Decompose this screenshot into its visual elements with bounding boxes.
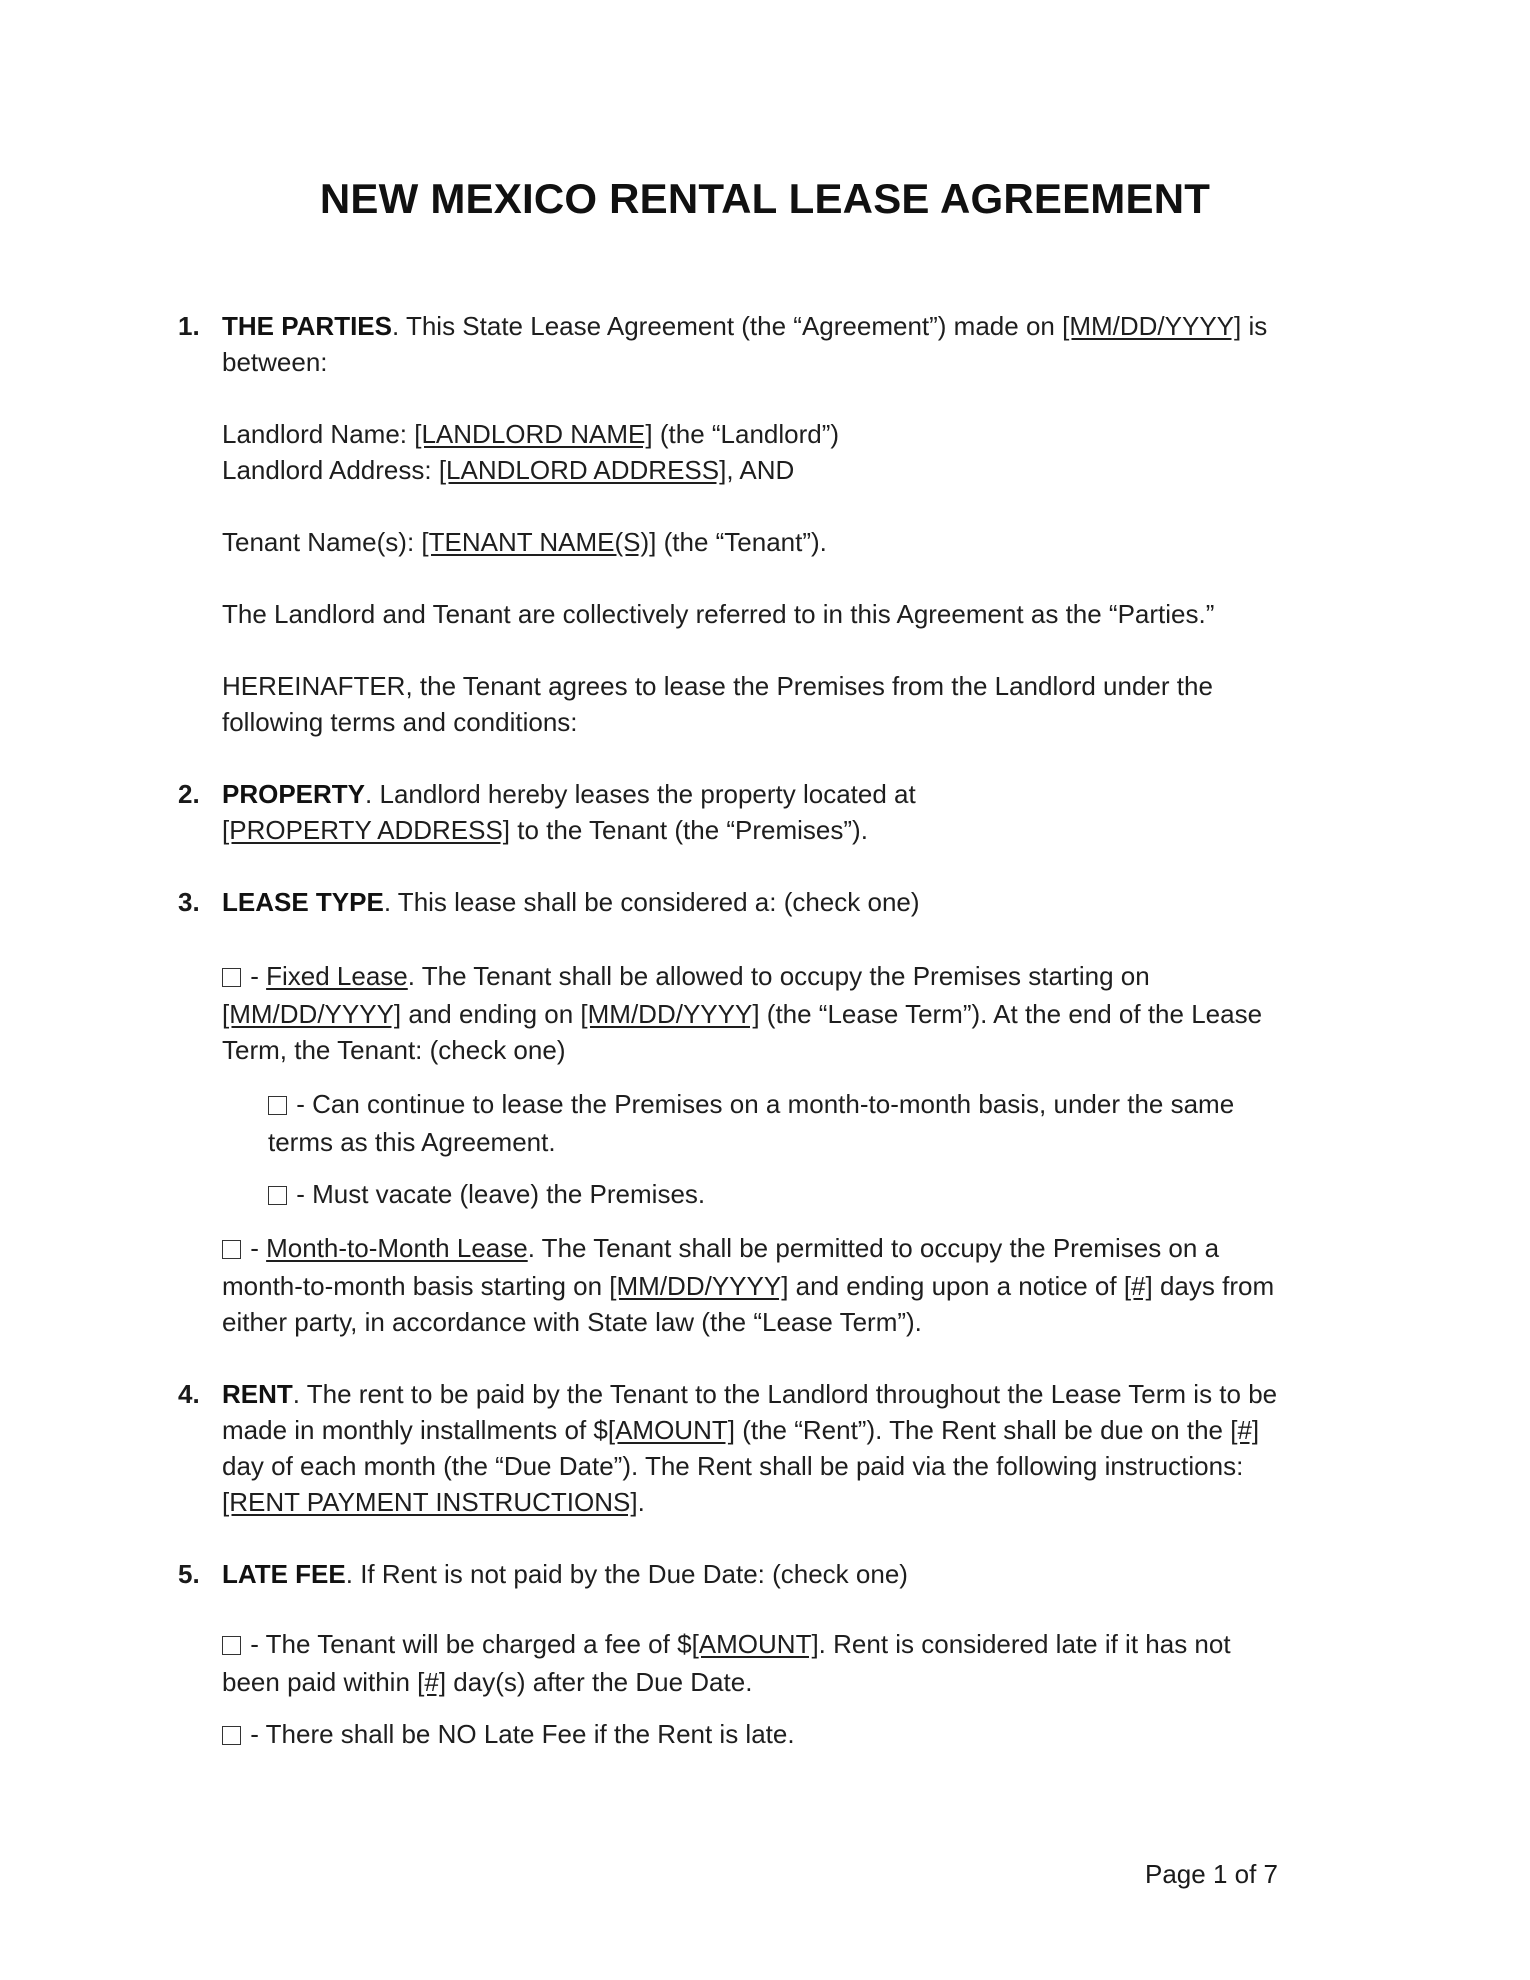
no-late-fee-line (222, 1716, 795, 1752)
fixed-lease-line-1 (222, 958, 1150, 994)
fixed-lease-line-2 (222, 996, 1262, 1032)
late-fee-option-text-3: been paid within (222, 1667, 418, 1697)
fixed-lease-start-date-field[interactable]: [MM/DD/YYYY] (222, 999, 402, 1029)
landlord-name-suffix: (the “Landlord”) (652, 419, 840, 449)
fixed-lease-text-2: and ending on (401, 999, 581, 1029)
mtm-lease-label: Month-to-Month Lease (266, 1233, 528, 1263)
mtm-text-3: and ending upon a notice of (788, 1271, 1124, 1301)
property-text: . Landlord hereby leases the property located at (365, 779, 916, 809)
mtm-text-4: days from (1152, 1271, 1275, 1301)
rent-line-2 (222, 1412, 1259, 1448)
mtm-lease-line-1 (222, 1230, 1219, 1266)
rent-line-1 (222, 1376, 1277, 1412)
late-fee-heading: LATE FEE (222, 1559, 346, 1589)
landlord-name-field[interactable]: [LANDLORD NAME] (414, 419, 653, 449)
rent-payment-instructions-field[interactable]: [RENT PAYMENT INSTRUCTIONS] (222, 1487, 638, 1517)
parties-text-end: is (1241, 311, 1268, 341)
tenant-name-field[interactable]: [TENANT NAME(S)] (421, 527, 657, 557)
mtm-start-date-field[interactable]: [MM/DD/YYYY] (609, 1271, 789, 1301)
property-line-1 (222, 776, 916, 812)
late-fee-days-field[interactable]: [#] (417, 1667, 447, 1697)
continue-option-line-2: terms as this Agreement. (268, 1127, 556, 1157)
month-to-month-checkbox[interactable] (222, 1240, 241, 1259)
lease-type-line (222, 884, 920, 920)
fixed-lease-line-3: Term, the Tenant: (check one) (222, 1035, 566, 1065)
late-fee-text: . If Rent is not paid by the Due Date: (check one) (345, 1559, 908, 1589)
landlord-address-field[interactable]: [LANDLORD ADDRESS] (438, 455, 727, 485)
must-vacate-checkbox[interactable] (268, 1186, 287, 1205)
fixed-lease-label: Fixed Lease (266, 961, 408, 991)
section-number-1: 1. (178, 311, 200, 341)
landlord-address-label: Landlord Address: (222, 455, 439, 485)
agreement-date-field[interactable]: [MM/DD/YYYY] (1062, 311, 1242, 341)
no-late-fee-text: - There shall be NO Late Fee if the Rent is late. (243, 1719, 795, 1749)
mtm-text: . The Tenant shall be permitted to occupy the Premises on a (527, 1233, 1220, 1263)
landlord-address-suffix: , AND (726, 455, 795, 485)
late-fee-option-text: - The Tenant will be charged a fee of $ (243, 1629, 692, 1659)
parties-text: . This State Lease Agreement (the “Agreement”) made on (391, 311, 1063, 341)
section-number-2: 2. (178, 779, 200, 809)
landlord-name-line (222, 416, 839, 452)
property-address-field[interactable]: [PROPERTY ADDRESS] (222, 815, 511, 845)
late-fee-option-line-1 (222, 1626, 1231, 1662)
landlord-address-line (222, 452, 794, 488)
tenant-name-line (222, 524, 827, 560)
late-fee-option-text-4: day(s) after the Due Date. (446, 1667, 753, 1697)
vacate-option-line (268, 1176, 705, 1212)
rent-line-4 (222, 1484, 645, 1520)
rent-line-3: day of each month (the “Due Date”). The Rent shall be paid via the following instructions: (222, 1451, 1244, 1481)
fixed-lease-text-3: (the “Lease Term”). At the end of the Lease (759, 999, 1263, 1029)
late-fee-option-text-2: . Rent is considered late if it has not (818, 1629, 1231, 1659)
no-late-fee-checkbox[interactable] (222, 1726, 241, 1745)
rent-amount-field[interactable]: [AMOUNT] (607, 1415, 735, 1445)
hereinafter-line-2: following terms and conditions: (222, 707, 578, 737)
continue-option-line-1 (268, 1086, 1234, 1122)
continue-option-text: - Can continue to lease the Premises on a month-to-month basis, under the same (289, 1089, 1235, 1119)
rent-text-5: . (637, 1487, 645, 1517)
tenant-name-label: Tenant Name(s): (222, 527, 422, 557)
fixed-lease-text: . The Tenant shall be allowed to occupy the Premises starting on (407, 961, 1150, 991)
mtm-notice-days-field[interactable]: [#] (1123, 1271, 1153, 1301)
parties-paragraph-line-1 (222, 308, 1267, 344)
section-number-4: 4. (178, 1379, 200, 1409)
late-fee-amount-field[interactable]: [AMOUNT] (691, 1629, 819, 1659)
lease-type-text: . This lease shall be considered a: (check one) (383, 887, 920, 917)
fixed-lease-dash: - (243, 961, 267, 991)
rent-heading: RENT (222, 1379, 293, 1409)
document-title: NEW MEXICO RENTAL LEASE AGREEMENT (319, 175, 1211, 222)
parties-collective-text: The Landlord and Tenant are collectively referred to in this Agreement as the “Parties.” (222, 599, 1215, 629)
parties-paragraph-line-2: between: (222, 347, 328, 377)
late-fee-line (222, 1556, 908, 1592)
rent-text-2: made in monthly installments of $ (222, 1415, 608, 1445)
parties-heading: THE PARTIES (222, 311, 392, 341)
rent-text: . The rent to be paid by the Tenant to the Landlord throughout the Lease Term is to be (292, 1379, 1278, 1409)
rent-due-day-field[interactable]: [#] (1230, 1415, 1260, 1445)
property-line-2 (222, 812, 868, 848)
late-fee-charge-checkbox[interactable] (222, 1636, 241, 1655)
mtm-dash: - (243, 1233, 267, 1263)
property-heading: PROPERTY (222, 779, 366, 809)
hereinafter-line-1: HEREINAFTER, the Tenant agrees to lease the Premises from the Landlord under the (222, 671, 1213, 701)
rent-text-3: (the “Rent”). The Rent shall be due on the (734, 1415, 1231, 1445)
lease-type-heading: LEASE TYPE (222, 887, 384, 917)
section-number-5: 5. (178, 1559, 200, 1589)
mtm-lease-line-3: either party, in accordance with State law (the “Lease Term”). (222, 1307, 922, 1337)
fixed-lease-checkbox[interactable] (222, 968, 241, 987)
late-fee-option-line-2 (222, 1664, 752, 1700)
continue-month-to-month-checkbox[interactable] (268, 1096, 287, 1115)
vacate-option-text: - Must vacate (leave) the Premises. (289, 1179, 706, 1209)
mtm-lease-line-2 (222, 1268, 1274, 1304)
landlord-name-label: Landlord Name: (222, 419, 415, 449)
tenant-name-suffix: (the “Tenant”). (656, 527, 827, 557)
section-number-3: 3. (178, 887, 200, 917)
property-text-end: to the Tenant (the “Premises”). (510, 815, 868, 845)
fixed-lease-end-date-field[interactable]: [MM/DD/YYYY] (580, 999, 760, 1029)
page-number: Page 1 of 7 (1145, 1859, 1278, 1889)
mtm-text-2: month-to-month basis starting on (222, 1271, 610, 1301)
